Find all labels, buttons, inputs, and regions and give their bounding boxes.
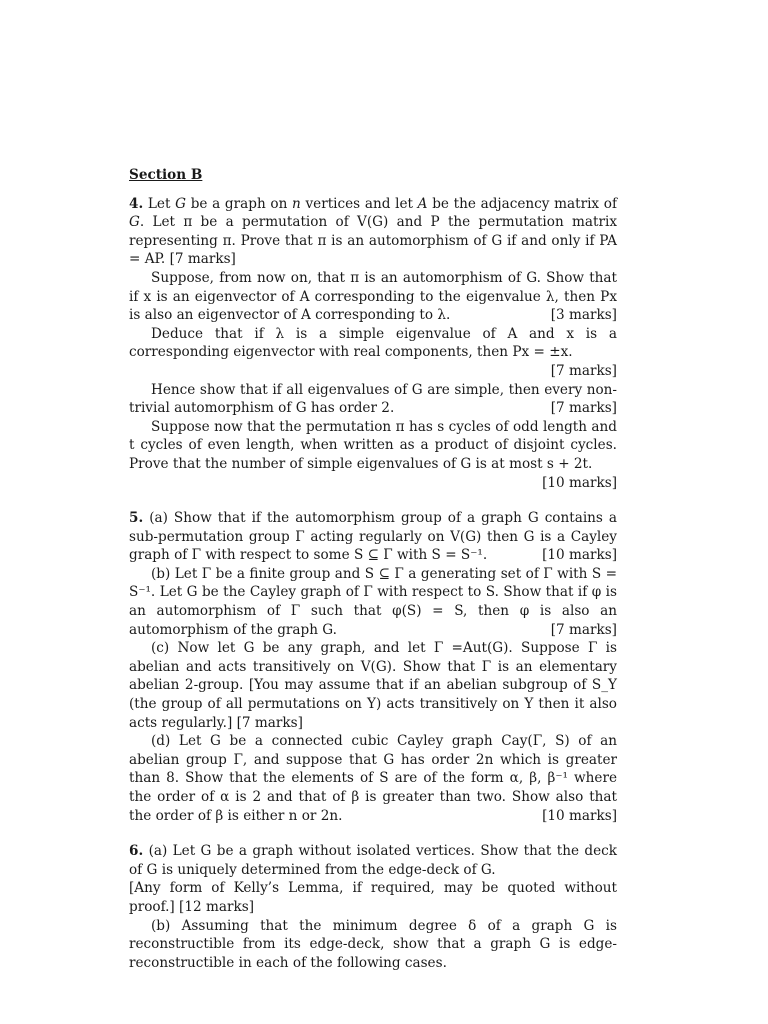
q4-p1-a: Let <box>147 195 176 212</box>
q5-part-c <box>129 639 617 732</box>
question-6 <box>129 842 617 972</box>
q4-p3-marks: [7 marks] <box>550 362 617 379</box>
q4-part-5 <box>129 418 617 491</box>
q4-p1-b: be a graph on <box>186 195 293 212</box>
q5-part-b <box>129 565 617 639</box>
q5-a-text: (a) Show that if the automorphism group of a graph G contains a sub-permutation group Γ acting regularly on V(G) then G is a Cayley graph of Γ with respect to some S ⊆ Γ with S = S⁻¹. <box>129 510 617 564</box>
q4-p1-G: G <box>175 195 186 212</box>
q6-a-text: (a) Let G be a graph without isolated vertices. Show that the deck of G is uniquely determined from the edge-deck of G. <box>129 843 617 878</box>
q6-b-text: (b) Assuming that the minimum degree δ of a graph G is reconstructible from its edge-deck, show that a graph G is edge-reconstructible in each of the following cases. <box>129 917 617 971</box>
section-title: Section B <box>129 167 203 183</box>
q6-a-note: [Any form of Kelly’s Lemma, if required, may be quoted without proof.] [12 marks] <box>129 880 617 915</box>
q4-number: 4. <box>129 195 144 212</box>
q4-part-3 <box>129 325 617 379</box>
q4-p2-text: Suppose, from now on, that π is an automorphism of G. Show that if x is an eigenvector of A corresponding to the eigenvalue λ, then Px is also an eigenvector of A corresponding to λ. <box>129 269 617 324</box>
q5-part-d <box>129 732 617 825</box>
q4-p1-marks: [7 marks] <box>169 251 236 268</box>
q5-d-marks: [10 marks] <box>542 807 617 824</box>
q4-p4-text: Hence show that if all eigenvalues of G are simple, then every non-trivial automorphism of G has order 2. <box>129 381 617 417</box>
q4-p1-d: be the adjacency matrix of <box>427 195 617 212</box>
q5-a-marks: [10 marks] <box>542 547 617 564</box>
q4-p1-n: n <box>292 195 301 212</box>
q5-number: 5. <box>129 510 144 527</box>
q6-part-a <box>129 842 617 879</box>
q4-p4-marks: [7 marks] <box>550 400 617 417</box>
q5-part-a <box>129 509 617 565</box>
q5-b-text: (b) Let Γ be a finite group and S ⊆ Γ a generating set of Γ with S = S⁻¹. Let G be the Cayley graph of Γ with respect to S. Show that if φ is an automorphism of Γ such that φ(S) = S, then φ is also an automorphism of the graph G. <box>129 565 617 638</box>
q4-p2-marks: [3 marks] <box>550 307 617 324</box>
q4-p5-marks: [10 marks] <box>542 474 617 491</box>
exam-page <box>129 166 617 989</box>
q4-part-2 <box>129 269 617 325</box>
q5-d-text: (d) Let G be a connected cubic Cayley graph Cay(Γ, S) of an abelian group Γ, and suppose that G has order 2n which is greater than 8. Show that the elements of S are of the form α, β, β⁻¹ where the order of α is 2 and that of β is greater than two. Show also that the order of β is either n or 2n. <box>129 733 617 824</box>
q5-c-text: (c) Now let G be any graph, and let Γ =Aut(G). Suppose Γ is abelian and acts transitively on V(G). Show that Γ is an elementary abelian 2-group. [You may assume that if an abelian subgroup of S_Y (the group of all permutations on Y) acts transitively on Y then it also acts regularly.] [7 marks] <box>129 640 617 731</box>
q6-part-b <box>129 917 617 973</box>
question-5 <box>129 509 617 825</box>
q6-number: 6. <box>129 843 144 860</box>
q4-part-4 <box>129 381 617 418</box>
question-4 <box>129 195 617 493</box>
q4-p5-text: Suppose now that the permutation π has s cycles of odd length and t cycles of even length, when written as a product of disjoint cycles. Prove that the number of simple eigenvalues of G is at most s + 2t. <box>129 418 617 472</box>
q4-p3-text: Deduce that if λ is a simple eigenvalue of A and x is a corresponding eigenvector with real components, then Px = ±x. <box>129 325 617 361</box>
q5-b-marks: [7 marks] <box>550 621 617 638</box>
q4-p1-c: vertices and let <box>300 195 418 212</box>
q4-p1-A: A <box>417 195 428 212</box>
q4-p1-e: . Let π be a permutation of V(G) and P the permutation matrix representing π. Prove that π is an automorphism of G if and only if PA = AP. <box>129 214 617 268</box>
q4-p1-G2: G <box>129 214 140 231</box>
q4-part-1 <box>129 195 617 269</box>
